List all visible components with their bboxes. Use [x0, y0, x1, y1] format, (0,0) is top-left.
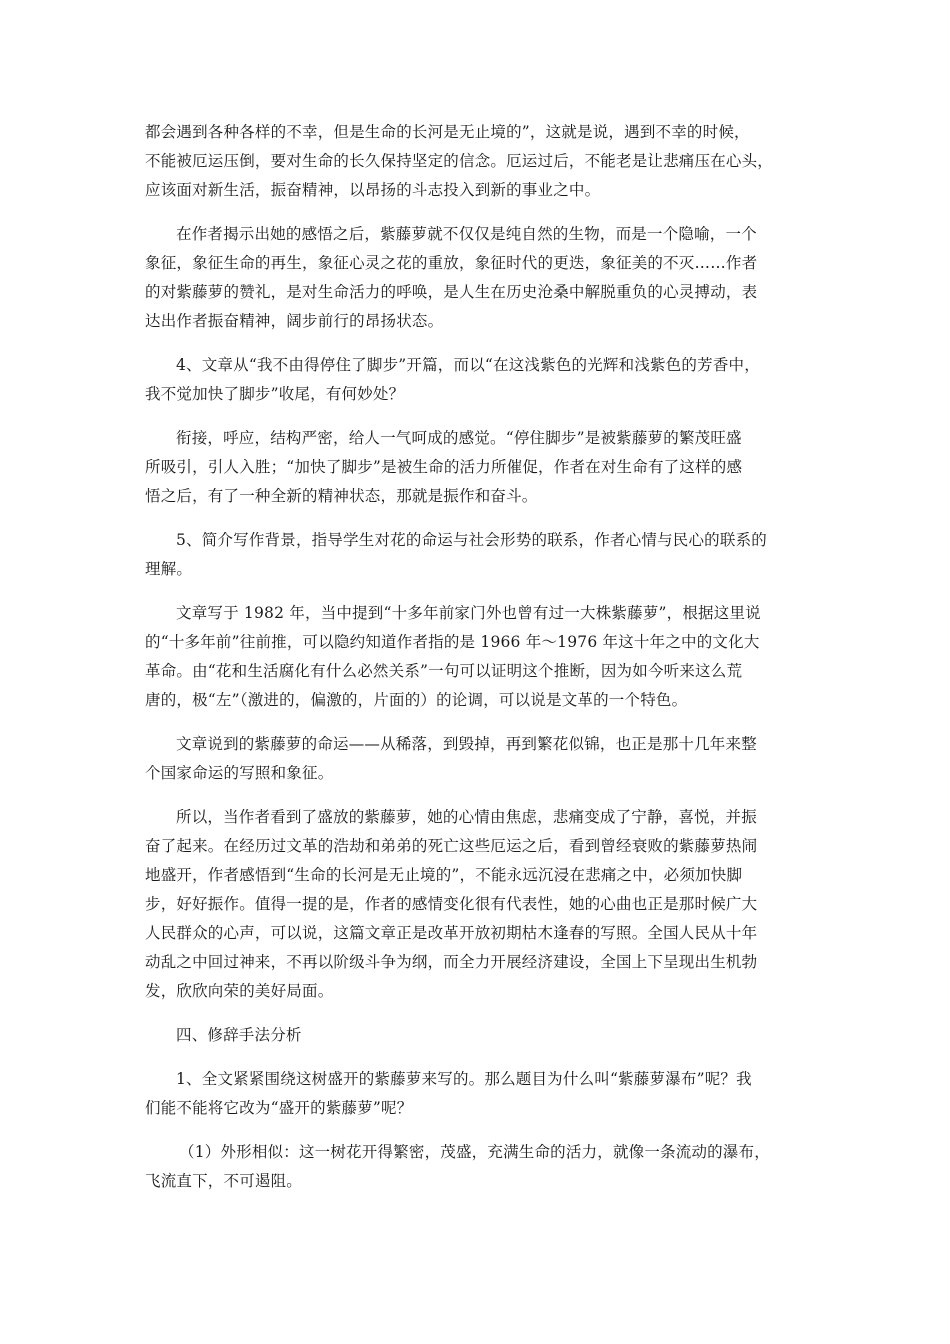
- document-body: [145, 118, 820, 1211]
- text-line: 5、简介写作背景，指导学生对花的命运与社会形势的联系，作者心情与民心的联系的: [176, 531, 767, 549]
- text-line: 的“十多年前”往前推，可以隐约知道作者指的是 1966 年～1976 年这十年之中的文化大: [145, 633, 760, 651]
- paragraph-rhetoric-answer-1: [145, 1138, 820, 1196]
- section-heading-rhetoric: [145, 1021, 820, 1050]
- text-line: 所吸引，引人入胜；“加快了脚步”是被生命的活力所催促，作者在对生命有了这样的感: [145, 458, 743, 476]
- text-line: 文章说到的紫藤萝的命运——从稀落，到毁掉，再到繁花似锦，也正是那十几年来整: [176, 735, 757, 753]
- text-line: 达出作者振奋精神，阔步前行的昂扬状态。: [145, 312, 444, 330]
- text-line: 飞流直下，不可遏阻。: [145, 1172, 303, 1190]
- text-line: （1）外形相似：这一树花开得繁密，茂盛，充满生命的活力，就像一条流动的瀑布，: [179, 1143, 770, 1161]
- text-line: 都会遇到各种各样的不幸，但是生命的长河是无止境的”，这就是说，遇到不幸的时候，: [145, 123, 750, 141]
- text-line: 4、文章从“我不由得停住了脚步”开篇，而以“在这浅紫色的光辉和浅紫色的芳香中，: [176, 356, 760, 374]
- paragraph-conclusion: [145, 803, 820, 1006]
- text-line: 在作者揭示出她的感悟之后，紫藤萝就不仅仅是纯自然的生物，而是一个隐喻，一个: [176, 225, 757, 243]
- text-line: 应该面对新生活，振奋精神，以昂扬的斗志投入到新的事业之中。: [145, 181, 601, 199]
- text-line: 1、全文紧紧围绕这树盛开的紫藤萝来写的。那么题目为什么叫“紫藤萝瀑布”呢？我: [176, 1070, 752, 1088]
- paragraph-question-4: [145, 351, 820, 409]
- text-line: 我不觉加快了脚步”收尾，有何妙处？: [145, 385, 405, 403]
- text-line: 象征，象征生命的再生，象征心灵之花的重放，象征时代的更迭，象征美的不灭……作者: [145, 254, 758, 272]
- text-line: 四、修辞手法分析: [176, 1026, 302, 1044]
- paragraph-answer-4: [145, 424, 820, 511]
- paragraph-1: [145, 118, 820, 205]
- paragraph-fate: [145, 730, 820, 788]
- text-line: 动乱之中回过神来，不再以阶级斗争为纲，而全力开展经济建设，全国上下呈现出生机勃: [145, 953, 758, 971]
- text-line: 革命。由“花和生活腐化有什么必然关系”一句可以证明这个推断，因为如今听来这么荒: [145, 662, 743, 680]
- text-line: 人民群众的心声，可以说，这篇文章正是改革开放初期枯木逢春的写照。全国人民从十年: [145, 924, 758, 942]
- text-line: 发，欣欣向荣的美好局面。: [145, 982, 334, 1000]
- text-line: 步，好好振作。值得一提的是，作者的感情变化很有代表性，她的心曲也正是那时候广大: [145, 895, 758, 913]
- text-line: 的对紫藤萝的赞礼，是对生命活力的呼唤，是人生在历史沧桑中解脱重负的心灵搏动，表: [145, 283, 758, 301]
- text-line: 理解。: [145, 560, 193, 578]
- text-line: 所以，当作者看到了盛放的紫藤萝，她的心情由焦虑，悲痛变成了宁静，喜悦，并振: [176, 808, 757, 826]
- text-line: 衔接，呼应，结构严密，给人一气呵成的感觉。“停住脚步”是被紫藤萝的繁茂旺盛: [176, 429, 742, 447]
- text-line: 个国家命运的写照和象征。: [145, 764, 334, 782]
- text-line: 们能不能将它改为“盛开的紫藤萝”呢？: [145, 1099, 413, 1117]
- paragraph-question-5: [145, 526, 820, 584]
- text-line: 地盛开，作者感悟到“生命的长河是无止境的”，不能永远沉浸在悲痛之中，必须加快脚: [145, 866, 743, 884]
- text-line: 唐的，极“左”（激进的，偏激的，片面的）的论调，可以说是文革的一个特色。: [145, 691, 688, 709]
- paragraph-rhetoric-question-1: [145, 1065, 820, 1123]
- text-line: 不能被厄运压倒，要对生命的长久保持坚定的信念。厄运过后，不能老是让悲痛压在心头，: [145, 152, 774, 170]
- paragraph-2: [145, 220, 820, 336]
- text-line: 文章写于 1982 年，当中提到“十多年前家门外也曾有过一大株紫藤萝”，根据这里说: [176, 604, 761, 622]
- text-line: 悟之后，有了一种全新的精神状态，那就是振作和奋斗。: [145, 487, 538, 505]
- text-line: 奋了起来。在经历过文革的浩劫和弟弟的死亡这些厄运之后，看到曾经衰败的紫藤萝热闹: [145, 837, 758, 855]
- paragraph-background: [145, 599, 820, 715]
